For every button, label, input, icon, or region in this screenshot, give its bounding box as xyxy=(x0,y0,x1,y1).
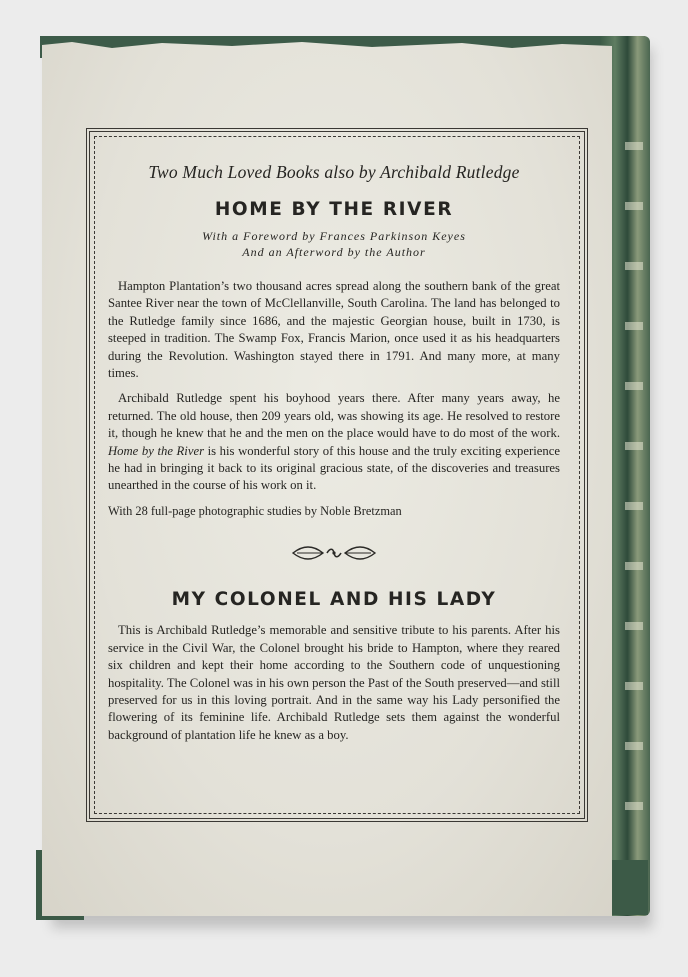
book1-paragraph-1: Hampton Plantation’s two thousand acres spread along the southern bank of the great Santee River near the town of McClellanville, South Carolina. The land has belonged to the Rutledge family since 1686, and the majestic Georgian house, built in 1730, is steeped in tradition. The Swamp Fox, Francis Marion, once used it as his headquarters during the Revolution. Washington stayed there in 1791. And many more, at many times. xyxy=(108,279,560,381)
book1-photo-credit: With 28 full-page photographic studies by Noble Bretzman xyxy=(108,503,402,518)
spine-wear xyxy=(625,120,643,820)
book2-title: MY COLONEL AND HIS LADY xyxy=(171,589,497,611)
jacket-text xyxy=(108,150,560,752)
ornament-icon xyxy=(289,544,379,562)
book2-paragraph: This is Archibald Rutledge’s memorable and sensitive tribute to his parents. After his service in the Civil War, the Colonel brought his bride to Hampton, where they reared six children and kept their home according to the Southern code of unquestioning hospitality. The Colonel was in his own person the Past of the South preserved—and still preserved for us in this loving portrait. And in the same way his Lady personified the flowering of its feminine life. Archibald Rutledge sets them against the wonderful background of plantation life he knew as a boy. xyxy=(108,623,560,742)
book1-afterword: And an Afterword by the Author xyxy=(242,245,426,259)
intro-heading: Two Much Loved Books also by Archibald Rutledge xyxy=(148,162,520,182)
book1-title-italic: Home by the River xyxy=(108,443,205,458)
book1-paragraph-2: Archibald Rutledge spent his boyhood years there. After many years away, he returned. The old house, then 209 years old, was showing its age. He resolved to restore it, though he knew that he and the men on the place would have to do most of the work. Home by the River is his wonderful story of this house and the truly exciting experience he had in bringing it back to its original gracious state, of the discoveries and treasures unearthed in the course of his work on it. xyxy=(108,391,560,493)
book1-foreword: With a Foreword by Frances Parkinson Keyes xyxy=(202,229,466,243)
book1-title: HOME BY THE RIVER xyxy=(214,199,454,220)
